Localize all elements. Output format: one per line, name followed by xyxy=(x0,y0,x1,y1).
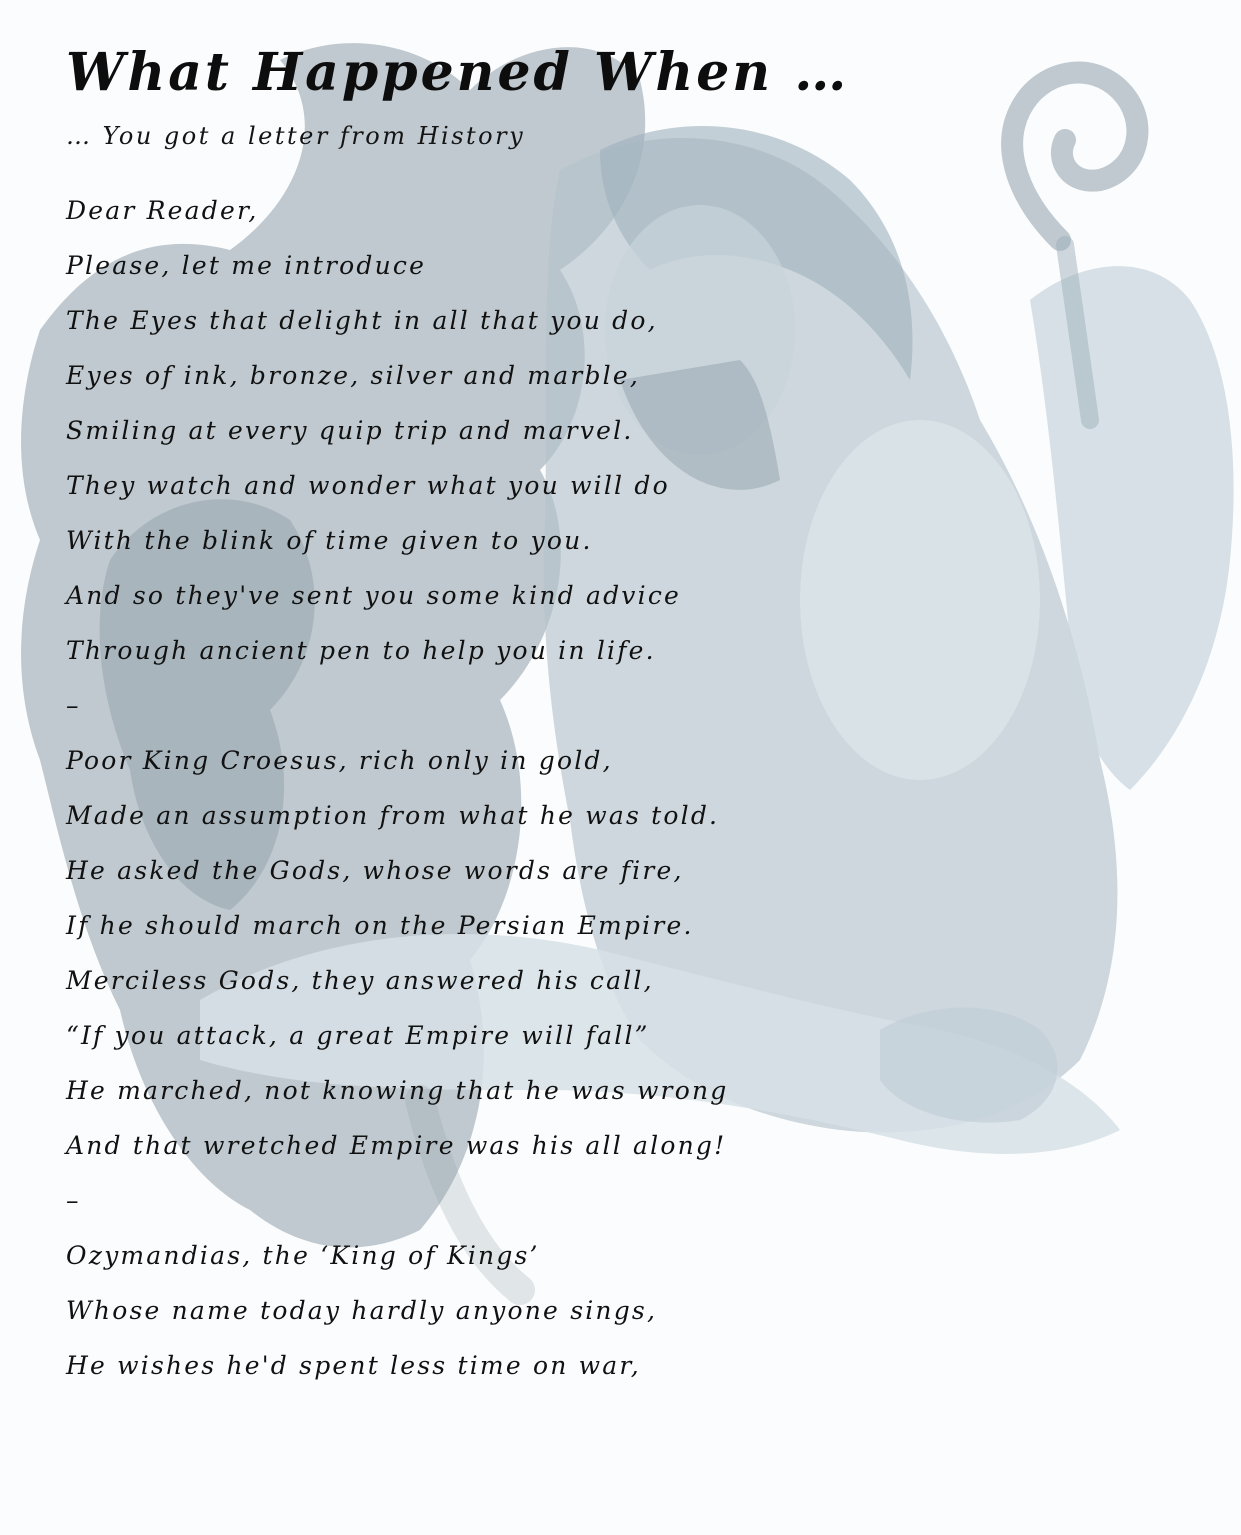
poem-line: He wishes he'd spent less time on war, xyxy=(66,1351,641,1380)
poem-line: The Eyes that delight in all that you do, xyxy=(66,306,658,335)
poem-line: Made an assumption from what he was told. xyxy=(66,801,720,830)
poem-lines xyxy=(66,194,1166,1404)
poem-line: Merciless Gods, they answered his call, xyxy=(66,966,654,995)
page-subtitle: … You got a letter from History xyxy=(66,122,526,150)
poem-line: They watch and wonder what you will do xyxy=(66,471,670,500)
poem-line: And so they've sent you some kind advice xyxy=(66,581,682,610)
poem-line: With the blink of time given to you. xyxy=(66,526,593,555)
page-title: What Happened When … xyxy=(66,42,850,103)
poem-line: Through ancient pen to help you in life. xyxy=(66,636,656,665)
poem-line: Dear Reader, xyxy=(66,196,259,225)
letter-content xyxy=(66,38,1166,1404)
poem-line: “If you attack, a great Empire will fall” xyxy=(66,1021,650,1050)
poem-line: Whose name today hardly anyone sings, xyxy=(66,1296,658,1325)
stanza-divider: – xyxy=(66,691,81,720)
poem-line: If he should march on the Persian Empire. xyxy=(66,911,694,940)
poem-line: He asked the Gods, whose words are fire, xyxy=(66,856,684,885)
poem-line: Poor King Croesus, rich only in gold, xyxy=(66,746,613,775)
poem-line: Ozymandias, the ‘King of Kings’ xyxy=(66,1241,540,1270)
poem-line: Smiling at every quip trip and marvel. xyxy=(66,416,634,445)
poem-line: Eyes of ink, bronze, silver and marble, xyxy=(66,361,640,390)
poem-line: He marched, not knowing that he was wrong xyxy=(66,1076,729,1105)
stanza-divider: – xyxy=(66,1186,81,1215)
poem-line: Please, let me introduce xyxy=(66,251,427,280)
poem-line: And that wretched Empire was his all along! xyxy=(66,1131,727,1160)
